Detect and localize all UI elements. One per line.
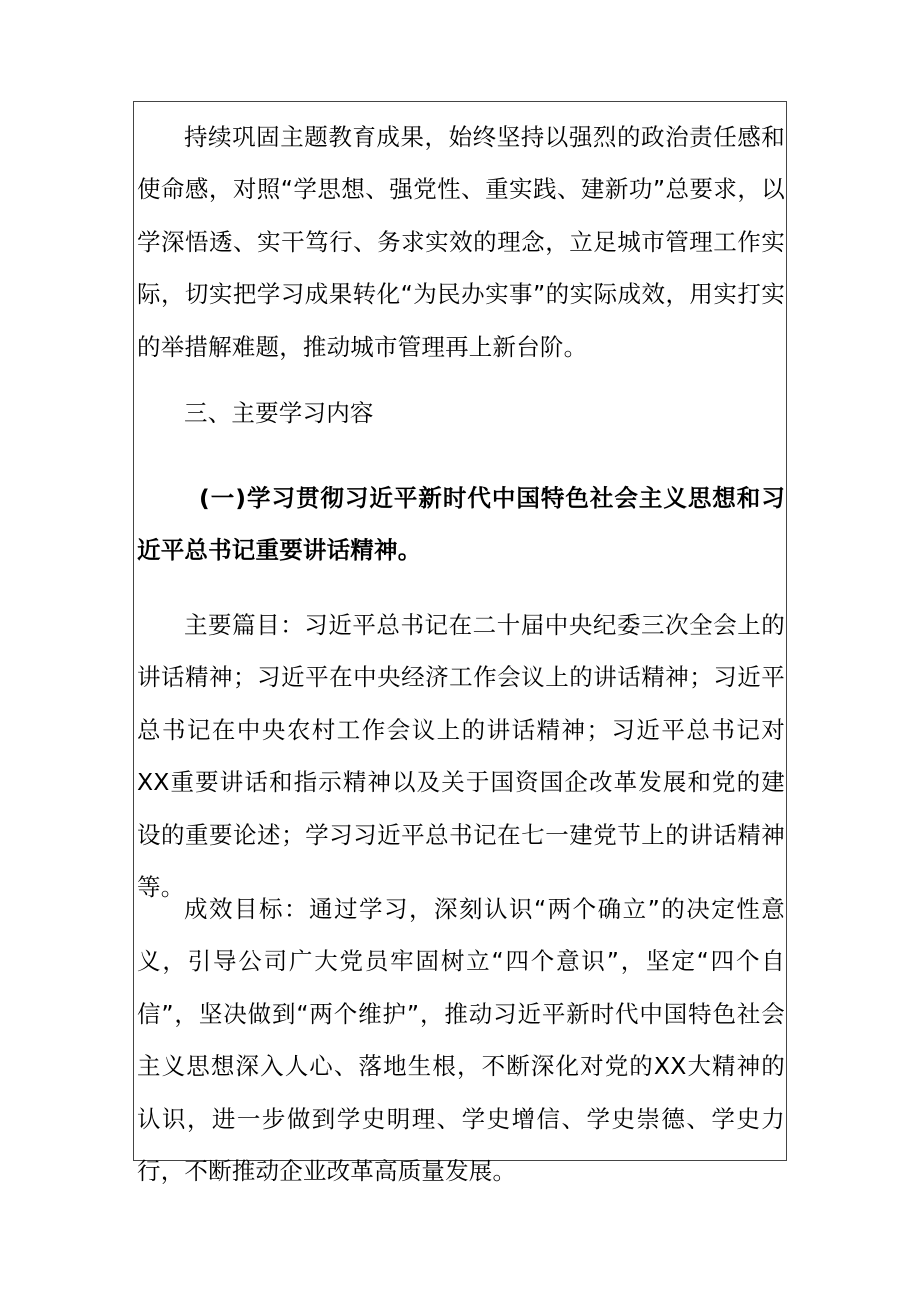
paragraph-consolidate-results: 持续巩固主题教育成果，始终坚持以强烈的政治责任感和使命感，对照“学思想、强党性、重实践、建新功”总要求，以学深悟透、实干笃行、务求实效的理念，立足城市管理工作实际，切实把学习成果转化“为民办实事”的实际成效，用实打实的举措解难题，推动城市管理再上新台阶。 [137, 123, 785, 361]
subsection-heading-study-thought: (一)学习贯彻习近平新时代中国特色社会主义思想和习近平总书记重要讲话精神。 [137, 484, 785, 565]
paragraph-effect-goals: 成效目标：通过学习，深刻认识“两个确立”的决定性意义，引导公司广大党员牢固树立“四个意识”，坚定“四个自信”，坚决做到“两个维护”，推动习近平新时代中国特色社会主义思想深入人心、落地生根，不断深化对党的XX大精神的认识，进一步做到学史明理、学史增信、学史崇德、学史力行，不断推动企业改革高质量发展。 [137, 895, 785, 1186]
paragraph-main-chapters: 主要篇目：习近平总书记在二十届中央纪委三次全会上的讲话精神；习近平在中央经济工作会议上的讲话精神；习近平总书记在中央农村工作会议上的讲话精神；习近平总书记对XX重要讲话和指示精神以及关于国资国企改革发展和党的建设的重要论述；学习习近平总书记在七一建党节上的讲话精神等。 [137, 611, 785, 902]
document-page-frame [133, 101, 787, 1186]
section-heading-main-content: 三、主要学习内容 [184, 399, 374, 427]
